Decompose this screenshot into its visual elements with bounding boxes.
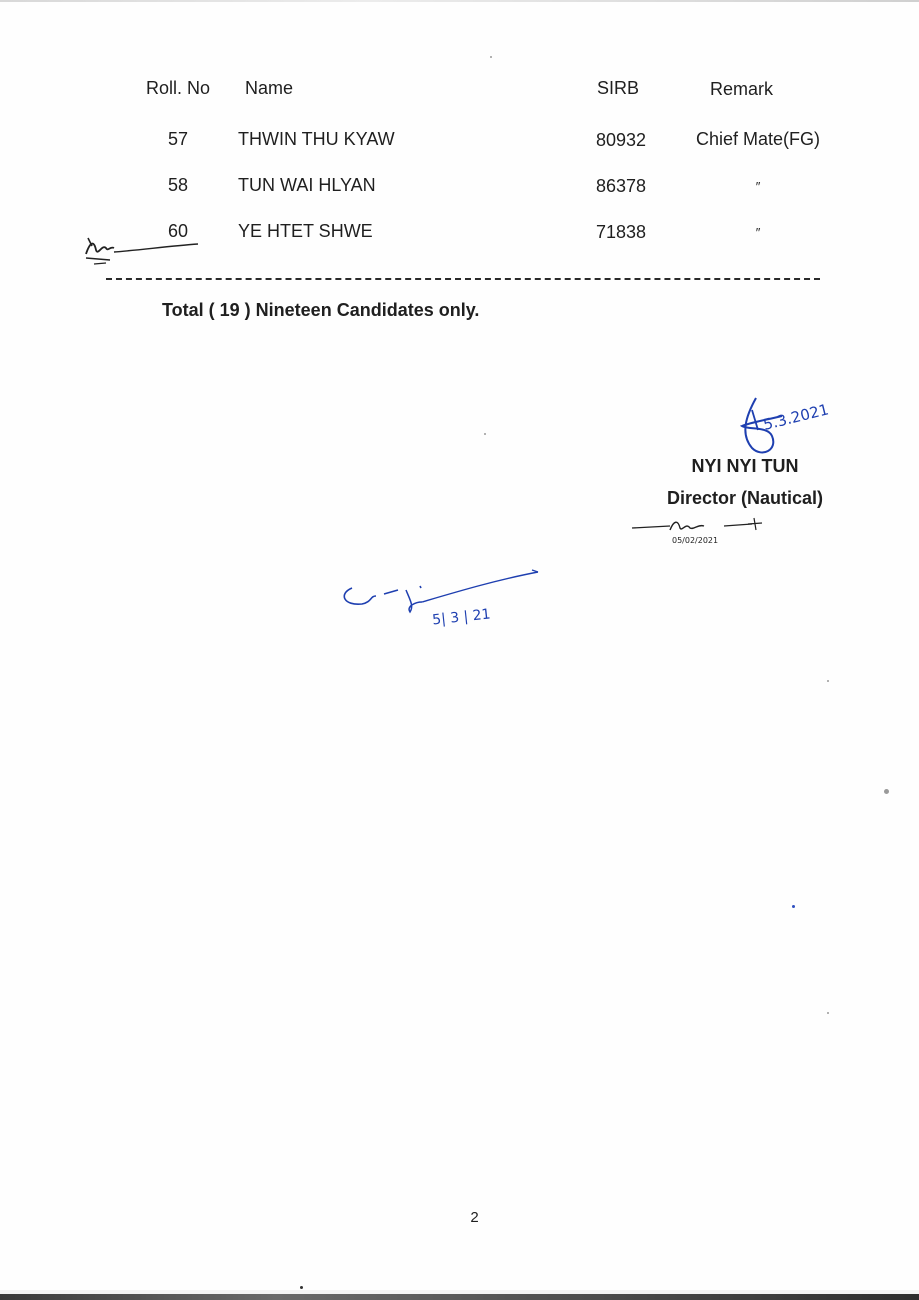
margin-initial-signature — [80, 232, 205, 268]
scan-speck — [490, 56, 492, 58]
scan-speck — [827, 680, 829, 682]
scan-bottom-edge — [0, 1294, 919, 1300]
cell-name: THWIN THU KYAW — [238, 129, 395, 149]
signatory-title: Director (Nautical) — [666, 488, 824, 508]
scan-speck — [300, 1286, 303, 1289]
scan-speck — [484, 433, 486, 435]
signature-date: 5.3.2021 — [761, 400, 831, 434]
total-candidates: Total ( 19 ) Nineteen Candidates only. — [162, 300, 480, 320]
initial-signature — [630, 514, 770, 548]
cell-sirb: 71838 — [596, 222, 647, 242]
initial-date: 05/02/2021 — [672, 536, 719, 545]
header-roll-no: Roll. No — [146, 78, 211, 98]
cell-name: TUN WAI HLYAN — [238, 175, 376, 195]
cell-roll-no: 58 — [167, 175, 189, 195]
scan-speck — [792, 905, 795, 908]
cell-roll-no: 60 — [167, 221, 189, 241]
center-signature — [336, 566, 546, 629]
page-number: 2 — [470, 1209, 479, 1226]
cell-remark: Chief Mate(FG) — [695, 129, 821, 149]
cell-remark-ditto: ″ — [755, 225, 761, 240]
scan-speck — [827, 1012, 829, 1014]
cell-remark-ditto: ″ — [755, 179, 761, 194]
scan-top-edge — [0, 0, 919, 2]
scan-speck — [884, 789, 889, 794]
cell-sirb: 86378 — [596, 176, 647, 196]
cell-sirb: 80932 — [596, 130, 647, 150]
header-remark: Remark — [710, 79, 774, 99]
dashed-separator — [106, 278, 820, 280]
signatory-name: NYI NYI TUN — [691, 456, 799, 476]
cell-name: YE HTET SHWE — [238, 221, 373, 241]
cell-roll-no: 57 — [167, 129, 189, 149]
header-name: Name — [245, 78, 294, 98]
director-signature — [728, 386, 838, 461]
header-sirb: SIRB — [597, 78, 640, 98]
center-signature-date: 5| 3 | 21 — [431, 606, 492, 629]
